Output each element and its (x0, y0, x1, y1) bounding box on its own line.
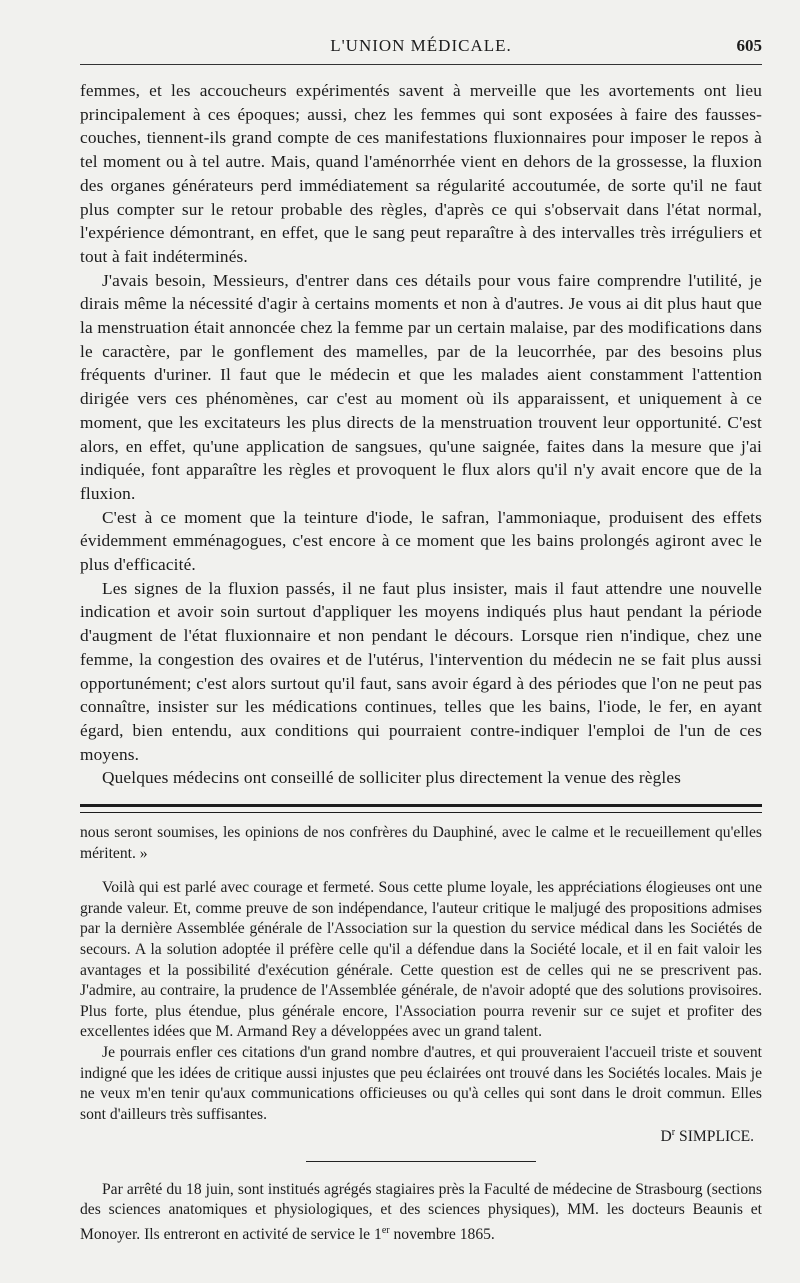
paragraph: Voilà qui est parlé avec courage et fermeté. Sous cette plume loyale, les appréciations élogieuses ont une grande valeur. Et, comme preuve de son indépendance, l'auteur critique le maljugé des propositions admises par la dernière Assemblée générale de l'Association sur la question du service médical dans les Sociétés de secours. A la solution adoptée il préfère celle qu'il a défendue dans la Société locale, et il en fait valoir les avantages et la possibilité d'exécution générale. Cette question est de celles qui ne se prescrivent pas. J'admire, au contraire, la prudence de l'Assemblée générale, de n'avoir adopté que des solutions provisoires. Plus forte, plus étendue, plus générale encore, l'Association pourra revenir sur ce sujet et profiter des excellentes idées que M. Armand Rey a développées avec un grand talent. (80, 879, 762, 1041)
signature (80, 1127, 762, 1146)
main-article-text (80, 79, 762, 790)
paragraph: J'avais besoin, Messieurs, d'entrer dans ces détails pour vous faire comprendre l'utilité, je dirais même la nécessité d'agir à certains moments et non à d'autres. Je vous ai dit plus haut que la menstruation était annoncée chez la femme par un certain malaise, par des modifications dans le caractère, par le gonflement des mamelles, par de la leucorrhée, par des besoins plus fréquents d'uriner. Il faut que le médecin et que les malades aient constamment l'attention dirigée vers ces phénomènes, car c'est au moment où ils apparaissent, et uniquement à ce moment, que les excitateurs les plus directs de la menstruation trouvent leur opportunité. C'est alors, en effet, qu'une application de sangsues, qu'une saignée, faites dans la mesure que j'ai indiquée, font apparaître les règles et provoquent le flux alors qu'il n'y avait encore que de la fluxion. (80, 270, 762, 503)
paragraph: Quelques médecins ont conseillé de solliciter plus directement la venue des règles (102, 768, 682, 788)
section-divider (80, 804, 762, 813)
announcement-paragraph (80, 1180, 762, 1246)
announcement-sup: er (381, 1224, 390, 1236)
announcement-text: Par arrêté du 18 juin, sont institués agrégés stagiaires près la Faculté de médecine de Strasbourg (sections des sciences anatomiques et physiologiques, et des sciences physiques), MM. les docteurs Beaunis et Monoyer. Ils entreront en activité de service le 1 (80, 1180, 762, 1243)
page-number: 605 (736, 36, 762, 55)
signature-title: D (660, 1128, 672, 1146)
short-divider (306, 1161, 536, 1162)
journal-title: L'UNION MÉDICALE. (330, 36, 512, 55)
paragraph: nous seront soumises, les opinions de nos confrères du Dauphiné, avec le calme et le recueillement qu'elles méritent. » (80, 824, 762, 862)
announcement (80, 1180, 762, 1246)
paragraph: Les signes de la fluxion passés, il ne faut plus insister, mais il faut attendre une nouvelle indication et avoir soin surtout d'appliquer les moyens indiqués plus haut pendant la période d'augment de l'état fluxionnaire et non pendant le décours. Lorsque rien n'indique, chez une femme, la congestion des ovaires et de l'utérus, l'intervention du médecin ne se fait plus aussi opportunément; c'est alors surtout qu'il faut, sans avoir égard à des périodes que l'on ne peut pas connaître, insister sur les médications continues, telles que les bains, l'iode, le fer, en ayant égard, bien entendu, aux conditions qui pourraient contre-indiquer l'emploi de l'un de ces moyens. (80, 578, 762, 764)
paragraph: C'est à ce moment que la teinture d'iode, le safran, l'ammoniaque, produisent des effets évidemment emménagogues, c'est encore à ce moment que les bains prolongés agiront avec le plus d'efficacité. (80, 507, 762, 575)
announcement-text-end: novembre 1865. (389, 1225, 495, 1243)
paragraph: Je pourrais enfler ces citations d'un grand nombre d'autres, et qui prouveraient l'accueil triste et souvent indigné que les idées de critique aussi injustes que peu éclairées ont trouvé dans les Sociétés locales. Mais je ne veux m'en tenir qu'aux communications officieuses ou qu'à celles qui sont dans le droit commun. Elles sont d'ailleurs très suffisantes. (80, 1044, 762, 1123)
feuilleton-text (80, 823, 762, 1125)
running-head (80, 28, 762, 65)
signature-name: SIMPLICE. (679, 1128, 754, 1146)
signature-title-sup: r (671, 1127, 676, 1139)
paragraph: femmes, et les accoucheurs expérimentés savent à merveille que les avortements ont lieu principalement à ces époques; aussi, chez les femmes qui sont exposées à faire des fausses-couches, tiennent-ils grand compte de ces manifestations fluxionnaires pour imposer le repos à tel moment ou à tel autre. Mais, quand l'aménorrhée vient en dehors de la grossesse, la fluxion des organes générateurs perd immédiatement sa régularité accoutumée, de sorte qu'il ne faut plus compter sur le retour probable des règles, d'après ce qui s'observait dans l'état normal, l'expérience démontrant, en effet, que le sang peut reparaître à des intervalles très irréguliers et tout à fait indéterminés. (80, 81, 762, 266)
